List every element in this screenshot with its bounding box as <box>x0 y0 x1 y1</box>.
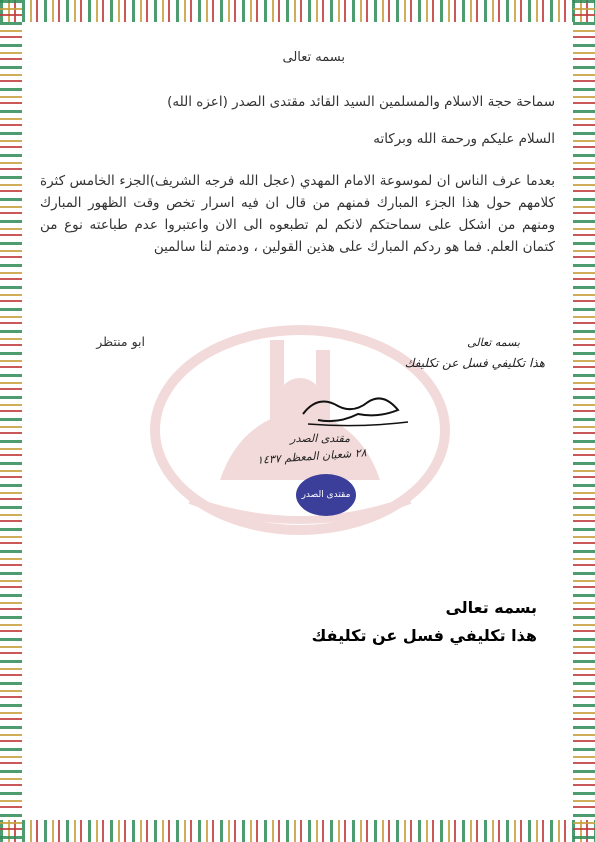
decorative-border-right <box>573 0 595 842</box>
handwritten-name: مقتدى الصدر <box>290 432 350 445</box>
typed-basmala: بسمه تعالى <box>445 598 537 617</box>
typed-reply: هذا تكليفي فسل عن تكليفك <box>311 626 537 645</box>
letter-basmala: بسمه تعالى <box>282 50 345 65</box>
official-seal-stamp <box>296 474 356 516</box>
handwritten-date: ٢٨ شعبان المعظم ١٤٣٧ <box>257 446 368 467</box>
handwritten-basmala: بسمه تعالى <box>467 336 520 349</box>
handwritten-signature <box>298 384 418 430</box>
letter-salutation: سماحة حجة الاسلام والمسلمين السيد القائد مقتدى الصدر (اعزه الله) <box>167 94 555 110</box>
letter-greeting: السلام عليكم ورحمة الله وبركاته <box>373 131 555 147</box>
letter-body: بعدما عرف الناس ان لموسوعة الامام المهدي (عجل الله فرجه الشريف)الجزء الخامس كثرة كلامهم حول هذا الجزء المبارك فمنهم من قال ان فيه اسرار تخص وقت الظهور المبارك ومنهم من اشكل على سماحتكم لانكم لم تطبعوه الى الان واعتبروا عدم طباعته نوع من كتمان العلم. فما هو ردكم المبارك على هذين القولين ، ودمتم لنا سالمين <box>40 173 555 255</box>
seal-text: مقتدى الصدر <box>301 490 351 500</box>
letter-signer: ابو منتظر <box>96 334 145 349</box>
decorative-border-left <box>0 0 22 842</box>
handwritten-reply: هذا تكليفي فسل عن تكليفك <box>404 356 545 370</box>
